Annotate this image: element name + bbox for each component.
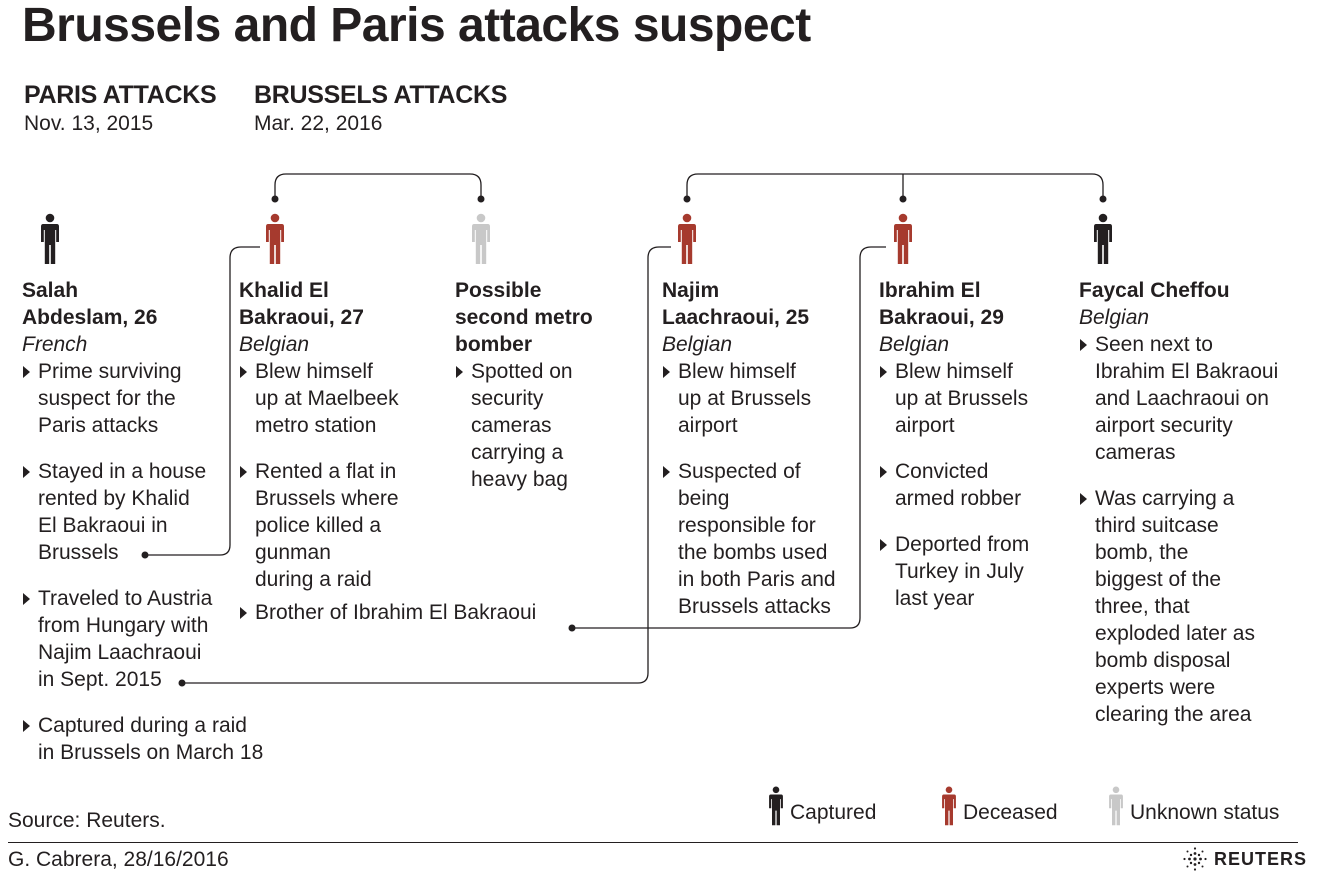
fact-item: [879, 531, 1094, 612]
fact-item: [239, 358, 454, 439]
suspect-card: [879, 277, 1094, 631]
brand-name: REUTERS: [1214, 849, 1308, 869]
page-title: Brussels and Paris attacks suspect: [22, 0, 811, 52]
suspect-name: Najim: [662, 279, 720, 302]
fact-line: exploded later as: [1095, 622, 1255, 645]
fact-line: carrying a: [471, 441, 564, 464]
fact-line: Traveled to Austria: [38, 587, 213, 610]
fact-line: in Brussels on March 18: [38, 741, 264, 764]
fact-item: [879, 458, 1094, 512]
suspect-name: Bakraoui, 27: [239, 306, 364, 329]
fact-line: up at Brussels: [895, 387, 1029, 410]
fact-line: heavy bag: [471, 468, 568, 491]
fact-line: clearing the area: [1095, 703, 1252, 726]
person-icon: [677, 213, 697, 265]
suspect-name: bomber: [455, 333, 533, 356]
fact-line: Seen next to: [1095, 333, 1213, 356]
suspect-card: [1079, 277, 1294, 747]
person-icon: [471, 213, 491, 265]
event-name: PARIS ATTACKS: [24, 81, 217, 109]
fact-line: and Laachraoui on: [1095, 387, 1269, 410]
fact-list: [1079, 331, 1294, 728]
suspect-name: Abdeslam, 26: [22, 306, 158, 329]
connector-dot: [1100, 196, 1107, 203]
suspect-card: [662, 277, 877, 639]
legend-label: Unknown status: [1130, 801, 1280, 824]
fact-line: experts were: [1095, 676, 1216, 699]
person-icon: [40, 213, 60, 265]
suspect-name: Laachraoui, 25: [662, 306, 810, 329]
fact-line: three, that: [1095, 595, 1190, 618]
fact-item: [455, 358, 670, 493]
fact-line: Blew himself: [255, 360, 373, 383]
fact-line: metro station: [255, 414, 377, 437]
fact-line: rented by Khalid: [38, 487, 190, 510]
fact-line: Suspected of: [678, 460, 801, 483]
fact-line: Captured during a raid: [38, 714, 247, 737]
event-date: Nov. 13, 2015: [24, 112, 154, 135]
fact-line: cameras: [1095, 441, 1176, 464]
fact-line: Blew himself: [678, 360, 796, 383]
fact-line: airport: [678, 414, 738, 437]
fact-line: Paris attacks: [38, 414, 159, 437]
suspect-name: second metro: [455, 306, 593, 329]
fact-line: security: [471, 387, 544, 410]
fact-line: Prime surviving: [38, 360, 182, 383]
fact-item: [879, 358, 1094, 439]
suspect-name: Ibrahim El: [879, 279, 981, 302]
fact-line: in Sept. 2015: [38, 668, 162, 691]
fact-item: [662, 458, 877, 620]
event-name: BRUSSELS ATTACKS: [254, 81, 508, 109]
event-date: Mar. 22, 2016: [254, 112, 383, 135]
legend-label: Captured: [790, 801, 877, 824]
brand-logo: [1180, 846, 1308, 872]
connector-dot: [478, 196, 485, 203]
fact-item: [239, 599, 537, 626]
fact-line: armed robber: [895, 487, 1022, 510]
fact-line: Deported from: [895, 533, 1030, 556]
fact-line: Ibrahim El Bakraoui: [1095, 360, 1279, 383]
fact-line: being: [678, 487, 730, 510]
suspect-nationality: Belgian: [662, 333, 733, 356]
fact-line: responsible for: [678, 514, 816, 537]
fact-item: [22, 458, 237, 566]
suspect-name: Faycal Cheffou: [1079, 279, 1230, 302]
fact-line: third suitcase: [1095, 514, 1219, 537]
fact-line: Spotted on: [471, 360, 573, 383]
fact-line: bomb, the: [1095, 541, 1189, 564]
suspect-name: Possible: [455, 279, 542, 302]
fact-line: Brussels attacks: [678, 595, 831, 618]
fact-line: Blew himself: [895, 360, 1013, 383]
bracket-brussels-airport: [687, 174, 1103, 197]
suspect-name: Salah: [22, 279, 79, 302]
suspect-nationality: Belgian: [879, 333, 950, 356]
fact-line: Convicted: [895, 460, 989, 483]
fact-line: gunman: [255, 541, 331, 564]
fact-list: [879, 358, 1094, 612]
footer-divider: [8, 842, 1298, 843]
reuters-dot-logo-icon: [1180, 846, 1210, 872]
fact-line: suspect for the: [38, 387, 176, 410]
person-icon: [893, 213, 913, 265]
fact-line: in both Paris and: [678, 568, 836, 591]
person-icon: [1093, 213, 1113, 265]
suspect-card: [455, 277, 670, 512]
fact-item: [22, 585, 237, 693]
connector-dot: [569, 625, 576, 632]
fact-item: [1079, 331, 1294, 466]
suspect-nationality: French: [22, 333, 88, 356]
fact-line: Brother of Ibrahim El Bakraoui: [255, 601, 537, 624]
fact-line: from Hungary with: [38, 614, 209, 637]
fact-line: Najim Laachraoui: [38, 641, 202, 664]
fact-line: biggest of the: [1095, 568, 1222, 591]
suspect-name: Khalid El: [239, 279, 329, 302]
fact-list: [22, 358, 264, 766]
suspect-nationality: Belgian: [1079, 306, 1150, 329]
bracket-brussels-metro: [275, 174, 481, 197]
fact-line: airport security: [1095, 414, 1233, 437]
fact-line: Brussels: [38, 541, 119, 564]
suspect-card: [22, 277, 264, 785]
fact-item: [239, 458, 454, 593]
person-icon: [265, 213, 285, 265]
fact-line: El Bakraoui in: [38, 514, 168, 537]
fact-line: last year: [895, 587, 975, 610]
fact-line: police killed a: [255, 514, 382, 537]
source-note: Source: Reuters.: [8, 809, 166, 832]
connector-dot: [900, 196, 907, 203]
fact-line: Was carrying a: [1095, 487, 1235, 510]
fact-line: Stayed in a house: [38, 460, 207, 483]
legend-label: Deceased: [963, 801, 1058, 824]
suspect-name: Bakraoui, 29: [879, 306, 1004, 329]
fact-list: [455, 358, 670, 493]
fact-line: during a raid: [255, 568, 372, 591]
connector-dot: [684, 196, 691, 203]
fact-line: airport: [895, 414, 955, 437]
connector-dot: [272, 196, 279, 203]
fact-line: bomb disposal: [1095, 649, 1231, 672]
suspect-nationality: Belgian: [239, 333, 310, 356]
fact-line: up at Brussels: [678, 387, 812, 410]
fact-line: up at Maelbeek: [255, 387, 399, 410]
fact-line: Turkey in July: [895, 560, 1024, 583]
fact-item: [22, 358, 237, 439]
fact-line: Rented a flat in: [255, 460, 397, 483]
fact-item: [1079, 485, 1294, 728]
fact-list: [662, 358, 877, 620]
fact-item: [662, 358, 877, 439]
fact-line: cameras: [471, 414, 552, 437]
fact-line: Brussels where: [255, 487, 399, 510]
fact-item: [22, 712, 264, 766]
fact-line: the bombs used: [678, 541, 828, 564]
credit-line: G. Cabrera, 28/16/2016: [8, 848, 229, 871]
